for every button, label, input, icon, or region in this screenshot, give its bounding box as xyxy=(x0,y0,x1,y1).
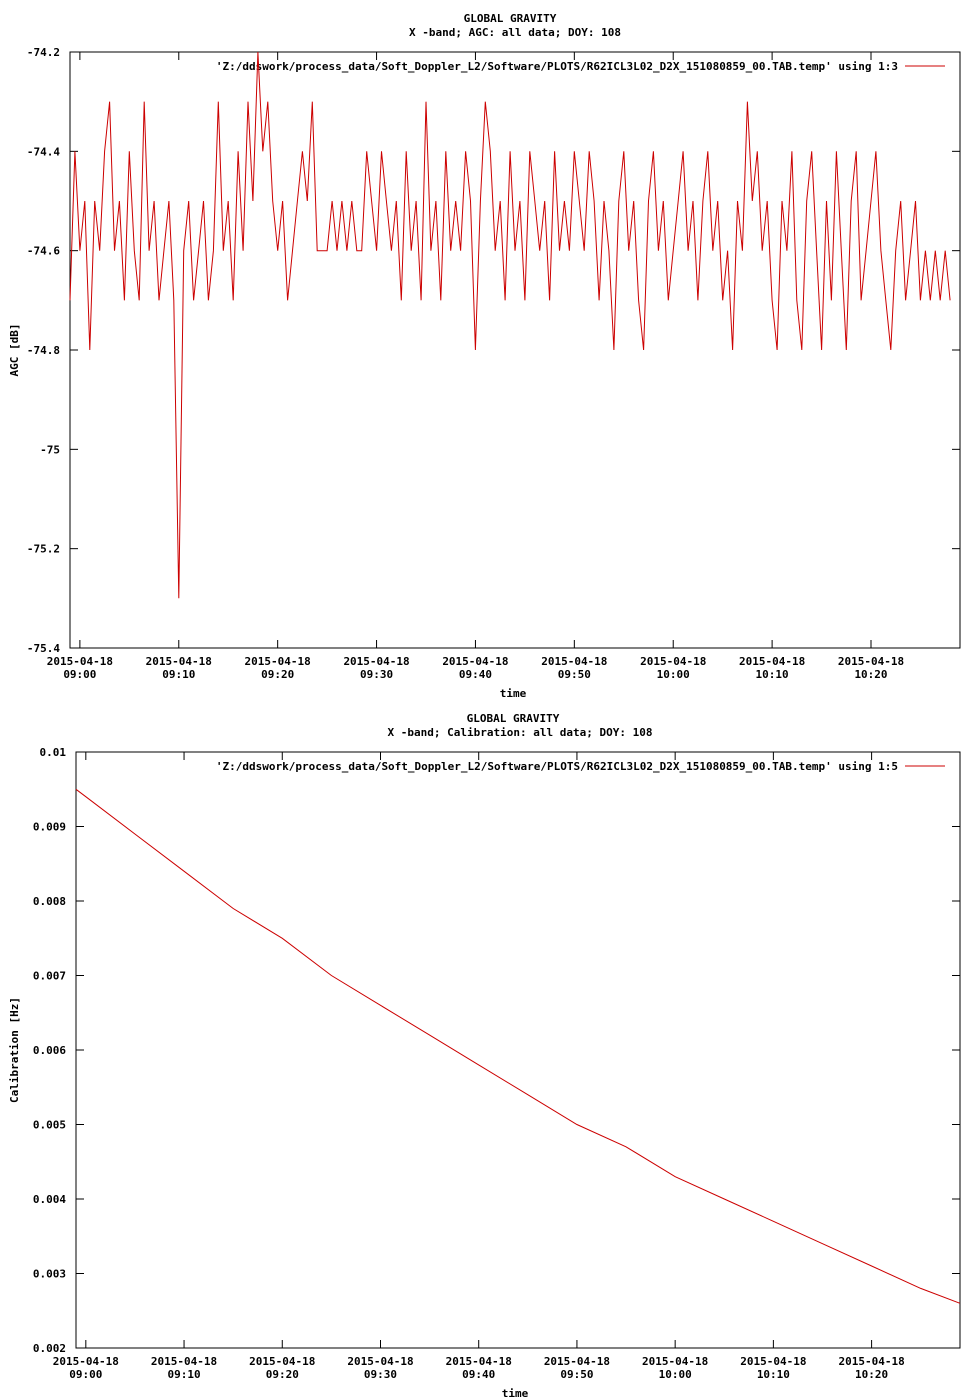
calibration-chart xyxy=(8,712,960,1400)
x-tick-time-label: 10:00 xyxy=(658,1368,692,1381)
y-tick-label: -75 xyxy=(40,443,60,457)
axis-ticks xyxy=(33,746,960,1381)
x-tick-date-label: 2015-04-18 xyxy=(145,655,212,668)
legend-label: 'Z:/ddswork/process_data/Soft_Doppler_L2/Software/PLOTS/R62ICL3L02_D2X_151080859_00.TAB.temp' using 1:3 xyxy=(215,60,898,73)
x-tick-time-label: 09:40 xyxy=(458,668,493,681)
y-tick-label: -75.2 xyxy=(26,542,60,556)
x-tick-date-label: 2015-04-18 xyxy=(445,1355,512,1368)
x-tick-date-label: 2015-04-18 xyxy=(642,1355,709,1368)
x-tick-time-label: 10:10 xyxy=(756,1368,790,1381)
x-tick-date-label: 2015-04-18 xyxy=(343,655,410,668)
x-tick-date-label: 2015-04-18 xyxy=(52,1355,119,1368)
agc-chart xyxy=(8,12,960,700)
x-tick-date-label: 2015-04-18 xyxy=(838,1355,905,1368)
y-tick-label: -75.4 xyxy=(26,642,60,655)
x-tick-time-label: 09:10 xyxy=(167,1368,201,1381)
plot-frame xyxy=(76,752,960,1348)
x-tick-date-label: 2015-04-18 xyxy=(837,655,905,668)
x-tick-date-label: 2015-04-18 xyxy=(244,655,311,668)
y-tick-label: -74.8 xyxy=(26,344,60,357)
y-tick-label: 0.009 xyxy=(32,820,66,834)
y-tick-label: 0.01 xyxy=(39,746,66,759)
x-tick-time-label: 10:20 xyxy=(854,668,888,681)
x-axis-label: time xyxy=(499,687,527,700)
x-tick-date-label: 2015-04-18 xyxy=(543,1355,611,1368)
x-tick-date-label: 2015-04-18 xyxy=(347,1355,414,1368)
x-tick-time-label: 09:20 xyxy=(265,1368,299,1381)
y-tick-label: -74.4 xyxy=(26,145,60,159)
y-tick-label: 0.003 xyxy=(32,1267,66,1281)
calibration-series-line xyxy=(76,789,960,1303)
legend-label: 'Z:/ddswork/process_data/Soft_Doppler_L2/Software/PLOTS/R62ICL3L02_D2X_151080859_00.TAB.temp' using 1:5 xyxy=(215,760,898,773)
x-tick-time-label: 10:10 xyxy=(755,668,789,681)
x-tick-time-label: 09:50 xyxy=(560,1368,594,1381)
plot-frame xyxy=(70,52,960,648)
y-axis-label: AGC [dB] xyxy=(8,323,21,377)
y-tick-label: 0.005 xyxy=(32,1118,66,1132)
y-tick-label: -74.6 xyxy=(26,244,60,258)
x-tick-time-label: 09:30 xyxy=(359,668,394,681)
y-tick-label: 0.002 xyxy=(32,1342,66,1355)
x-tick-time-label: 09:20 xyxy=(261,668,295,681)
y-tick-label: 0.007 xyxy=(32,969,66,983)
x-tick-time-label: 09:00 xyxy=(69,1368,103,1381)
chart-title: GLOBAL GRAVITY xyxy=(466,712,560,725)
x-tick-date-label: 2015-04-18 xyxy=(740,1355,807,1368)
x-tick-date-label: 2015-04-18 xyxy=(738,655,806,668)
y-tick-label: 0.008 xyxy=(32,895,66,908)
x-tick-date-label: 2015-04-18 xyxy=(46,655,114,668)
chart-title: GLOBAL GRAVITY xyxy=(463,12,557,25)
agc-series-line xyxy=(70,52,950,598)
x-tick-date-label: 2015-04-18 xyxy=(640,655,707,668)
x-tick-date-label: 2015-04-18 xyxy=(249,1355,316,1368)
x-tick-time-label: 09:10 xyxy=(162,668,196,681)
x-tick-time-label: 09:30 xyxy=(363,1368,398,1381)
y-tick-label: 0.004 xyxy=(32,1193,66,1206)
x-tick-time-label: 09:00 xyxy=(63,668,97,681)
y-tick-label: 0.006 xyxy=(32,1044,66,1057)
x-tick-time-label: 09:50 xyxy=(557,668,591,681)
chart-subtitle: X -band; AGC: all data; DOY: 108 xyxy=(409,26,621,39)
x-tick-time-label: 10:20 xyxy=(855,1368,889,1381)
y-axis-label: Calibration [Hz] xyxy=(8,997,21,1103)
x-axis-label: time xyxy=(501,1387,529,1400)
x-tick-time-label: 09:40 xyxy=(462,1368,496,1381)
x-tick-date-label: 2015-04-18 xyxy=(442,655,509,668)
x-tick-date-label: 2015-04-18 xyxy=(150,1355,218,1368)
chart-subtitle: X -band; Calibration: all data; DOY: 108 xyxy=(387,726,653,739)
x-tick-date-label: 2015-04-18 xyxy=(541,655,608,668)
x-tick-time-label: 10:00 xyxy=(656,668,690,681)
y-tick-label: -74.2 xyxy=(26,46,60,59)
axis-ticks xyxy=(27,46,960,681)
